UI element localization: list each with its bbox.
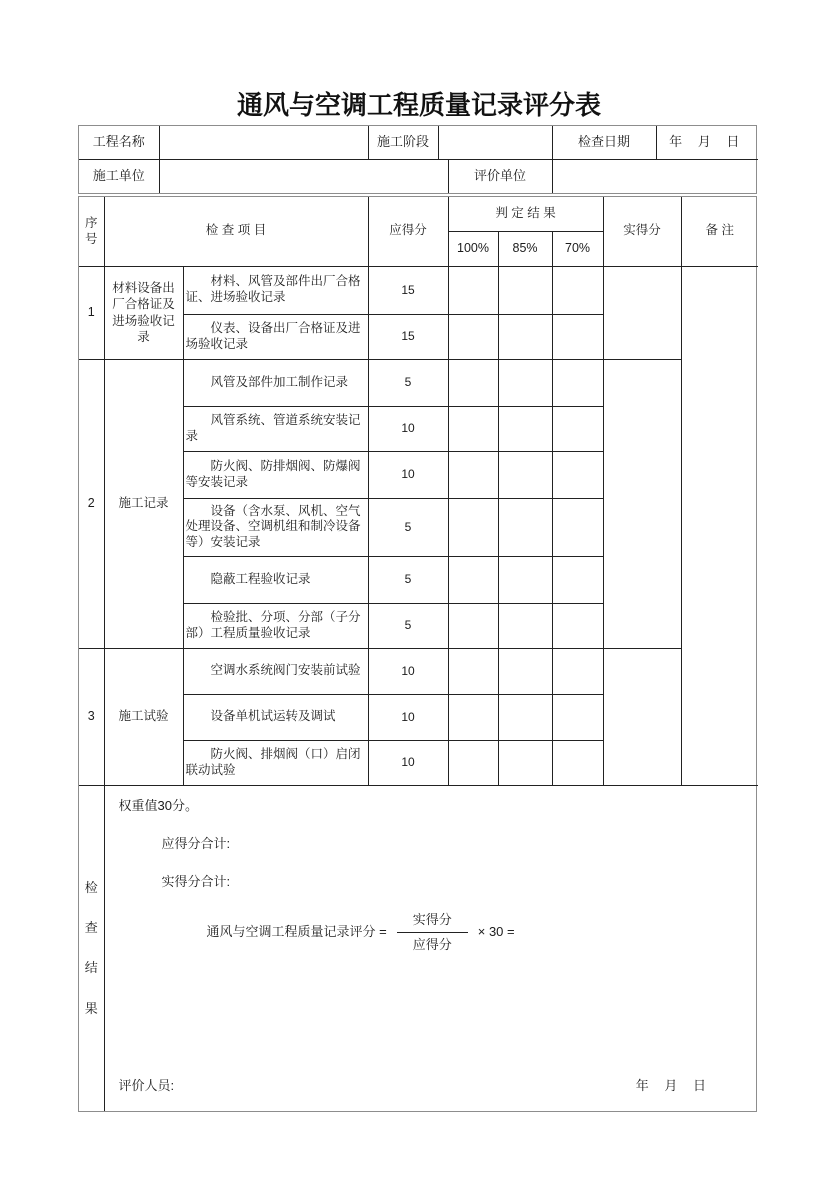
info-table-frame (78, 125, 757, 194)
judge-cell-70 (552, 451, 603, 498)
project-name-label: 工程名称 (79, 126, 159, 159)
item-text: 设备（含水泵、风机、空气处理设备、空调机组和制冷设备等）安装记录 (183, 498, 368, 556)
judge-cell-70 (552, 498, 603, 556)
judge-cell-85 (498, 451, 552, 498)
builder-value (159, 159, 448, 193)
result-label (79, 880, 104, 1017)
deserved-score: 10 (368, 648, 448, 694)
evaluator-unit-label: 评价单位 (448, 159, 552, 193)
project-name-value (159, 126, 368, 159)
actual-score-section-1 (603, 266, 681, 359)
judge-cell-100 (448, 359, 498, 406)
actual-score-section-3 (603, 648, 681, 785)
deserved-score: 5 (368, 556, 448, 603)
item-text: 防火阀、排烟阀（口）启闭联动试验 (183, 740, 368, 785)
judge-cell-85 (498, 694, 552, 740)
header-deserved: 应得分 (368, 197, 448, 266)
judge-cell-85 (498, 603, 552, 648)
result-label-char: 查 (84, 920, 98, 935)
result-label-char: 结 (84, 960, 98, 976)
section-1-seq: 1 (79, 266, 104, 359)
judge-cell-70 (552, 359, 603, 406)
check-date-value (656, 126, 758, 159)
header-judge-100: 100% (448, 231, 498, 266)
deserved-score: 10 (368, 451, 448, 498)
deserved-score: 5 (368, 359, 448, 406)
section-2-label: 施工记录 (104, 359, 183, 648)
info-table (79, 126, 758, 193)
table-row (79, 266, 758, 314)
result-label-char: 检 (84, 879, 98, 895)
result-row (79, 785, 758, 1111)
section-3-label: 施工试验 (104, 648, 183, 785)
table-row (79, 648, 758, 694)
deserved-total-label: 应得分合计: (161, 835, 231, 851)
judge-cell-70 (552, 314, 603, 359)
judge-cell-100 (448, 498, 498, 556)
judge-cell-100 (448, 603, 498, 648)
item-text: 仪表、设备出厂合格证及进场验收记录 (183, 314, 368, 359)
deserved-score: 10 (368, 406, 448, 451)
remark-cell (681, 266, 758, 785)
judge-cell-70 (552, 694, 603, 740)
actual-total-label: 实得分合计: (161, 873, 231, 889)
header-judge-70: 70% (552, 231, 603, 266)
judge-cell-70 (552, 603, 603, 648)
judge-cell-70 (552, 406, 603, 451)
judge-cell-70 (552, 556, 603, 603)
item-text: 隐蔽工程验收记录 (183, 556, 368, 603)
check-date-label: 检查日期 (552, 126, 656, 159)
item-text: 设备单机试运转及调试 (183, 694, 368, 740)
result-label-char: 果 (84, 1000, 98, 1016)
formula-prefix: 通风与空调工程质量记录评分 = (206, 924, 387, 940)
judge-cell-100 (448, 266, 498, 314)
item-text: 风管系统、管道系统安装记录 (183, 406, 368, 451)
judge-cell-100 (448, 314, 498, 359)
formula-suffix: × 30 = (477, 924, 515, 940)
evaluator-label: 评价人员: (118, 1077, 175, 1093)
check-date-text: 年 月 日 (669, 134, 746, 150)
header-row-1 (79, 197, 758, 231)
formula-denominator: 应得分 (397, 932, 468, 953)
item-text: 空调水系统阀门安装前试验 (183, 648, 368, 694)
judge-cell-85 (498, 648, 552, 694)
deserved-score: 15 (368, 314, 448, 359)
judge-cell-85 (498, 740, 552, 785)
formula-numerator: 实得分 (412, 911, 452, 927)
judge-cell-70 (552, 740, 603, 785)
result-content-cell (104, 785, 758, 1111)
judge-cell-100 (448, 451, 498, 498)
judge-cell-85 (498, 359, 552, 406)
judge-cell-85 (498, 266, 552, 314)
main-table-frame (78, 196, 757, 1112)
header-item: 检 查 项 目 (104, 197, 368, 266)
deserved-score: 10 (368, 740, 448, 785)
judge-cell-85 (498, 556, 552, 603)
item-text: 检验批、分项、分部（子分部）工程质量验收记录 (183, 603, 368, 648)
deserved-score: 5 (368, 603, 448, 648)
table-row (79, 359, 758, 406)
section-3-seq: 3 (79, 648, 104, 785)
header-remark: 备 注 (681, 197, 758, 266)
item-text: 风管及部件加工制作记录 (183, 359, 368, 406)
judge-cell-100 (448, 556, 498, 603)
page-title: 通风与空调工程质量记录评分表 (236, 90, 601, 120)
judge-cell-100 (448, 648, 498, 694)
header-seq: 序号 (79, 197, 104, 266)
section-2-seq: 2 (79, 359, 104, 648)
judge-cell-100 (448, 694, 498, 740)
phase-value (438, 126, 552, 159)
info-row-2 (79, 159, 758, 193)
header-judge: 判 定 结 果 (448, 197, 603, 231)
scoring-table (79, 197, 758, 1111)
result-label-cell (79, 785, 104, 1111)
judge-cell-100 (448, 740, 498, 785)
actual-score-section-2 (603, 359, 681, 648)
deserved-score: 15 (368, 266, 448, 314)
result-date: 年 月 日 (635, 1077, 713, 1093)
judge-cell-85 (498, 498, 552, 556)
item-text: 材料、风管及部件出厂合格证、进场验收记录 (183, 266, 368, 314)
phase-label: 施工阶段 (368, 126, 438, 159)
score-formula (207, 912, 515, 954)
builder-label: 施工单位 (79, 159, 159, 193)
item-text: 防火阀、防排烟阀、防爆阀等安装记录 (183, 451, 368, 498)
formula-fraction (397, 912, 468, 954)
judge-cell-85 (498, 314, 552, 359)
info-row-1 (79, 126, 758, 159)
header-actual: 实得分 (603, 197, 681, 266)
header-judge-85: 85% (498, 231, 552, 266)
judge-cell-85 (498, 406, 552, 451)
evaluator-unit-value (552, 159, 758, 193)
judge-cell-70 (552, 266, 603, 314)
weight-note: 权重值30分。 (118, 797, 198, 813)
section-1-label: 材料设备出厂合格证及进场验收记录 (104, 266, 183, 359)
deserved-score: 5 (368, 498, 448, 556)
judge-cell-70 (552, 648, 603, 694)
judge-cell-100 (448, 406, 498, 451)
deserved-score: 10 (368, 694, 448, 740)
